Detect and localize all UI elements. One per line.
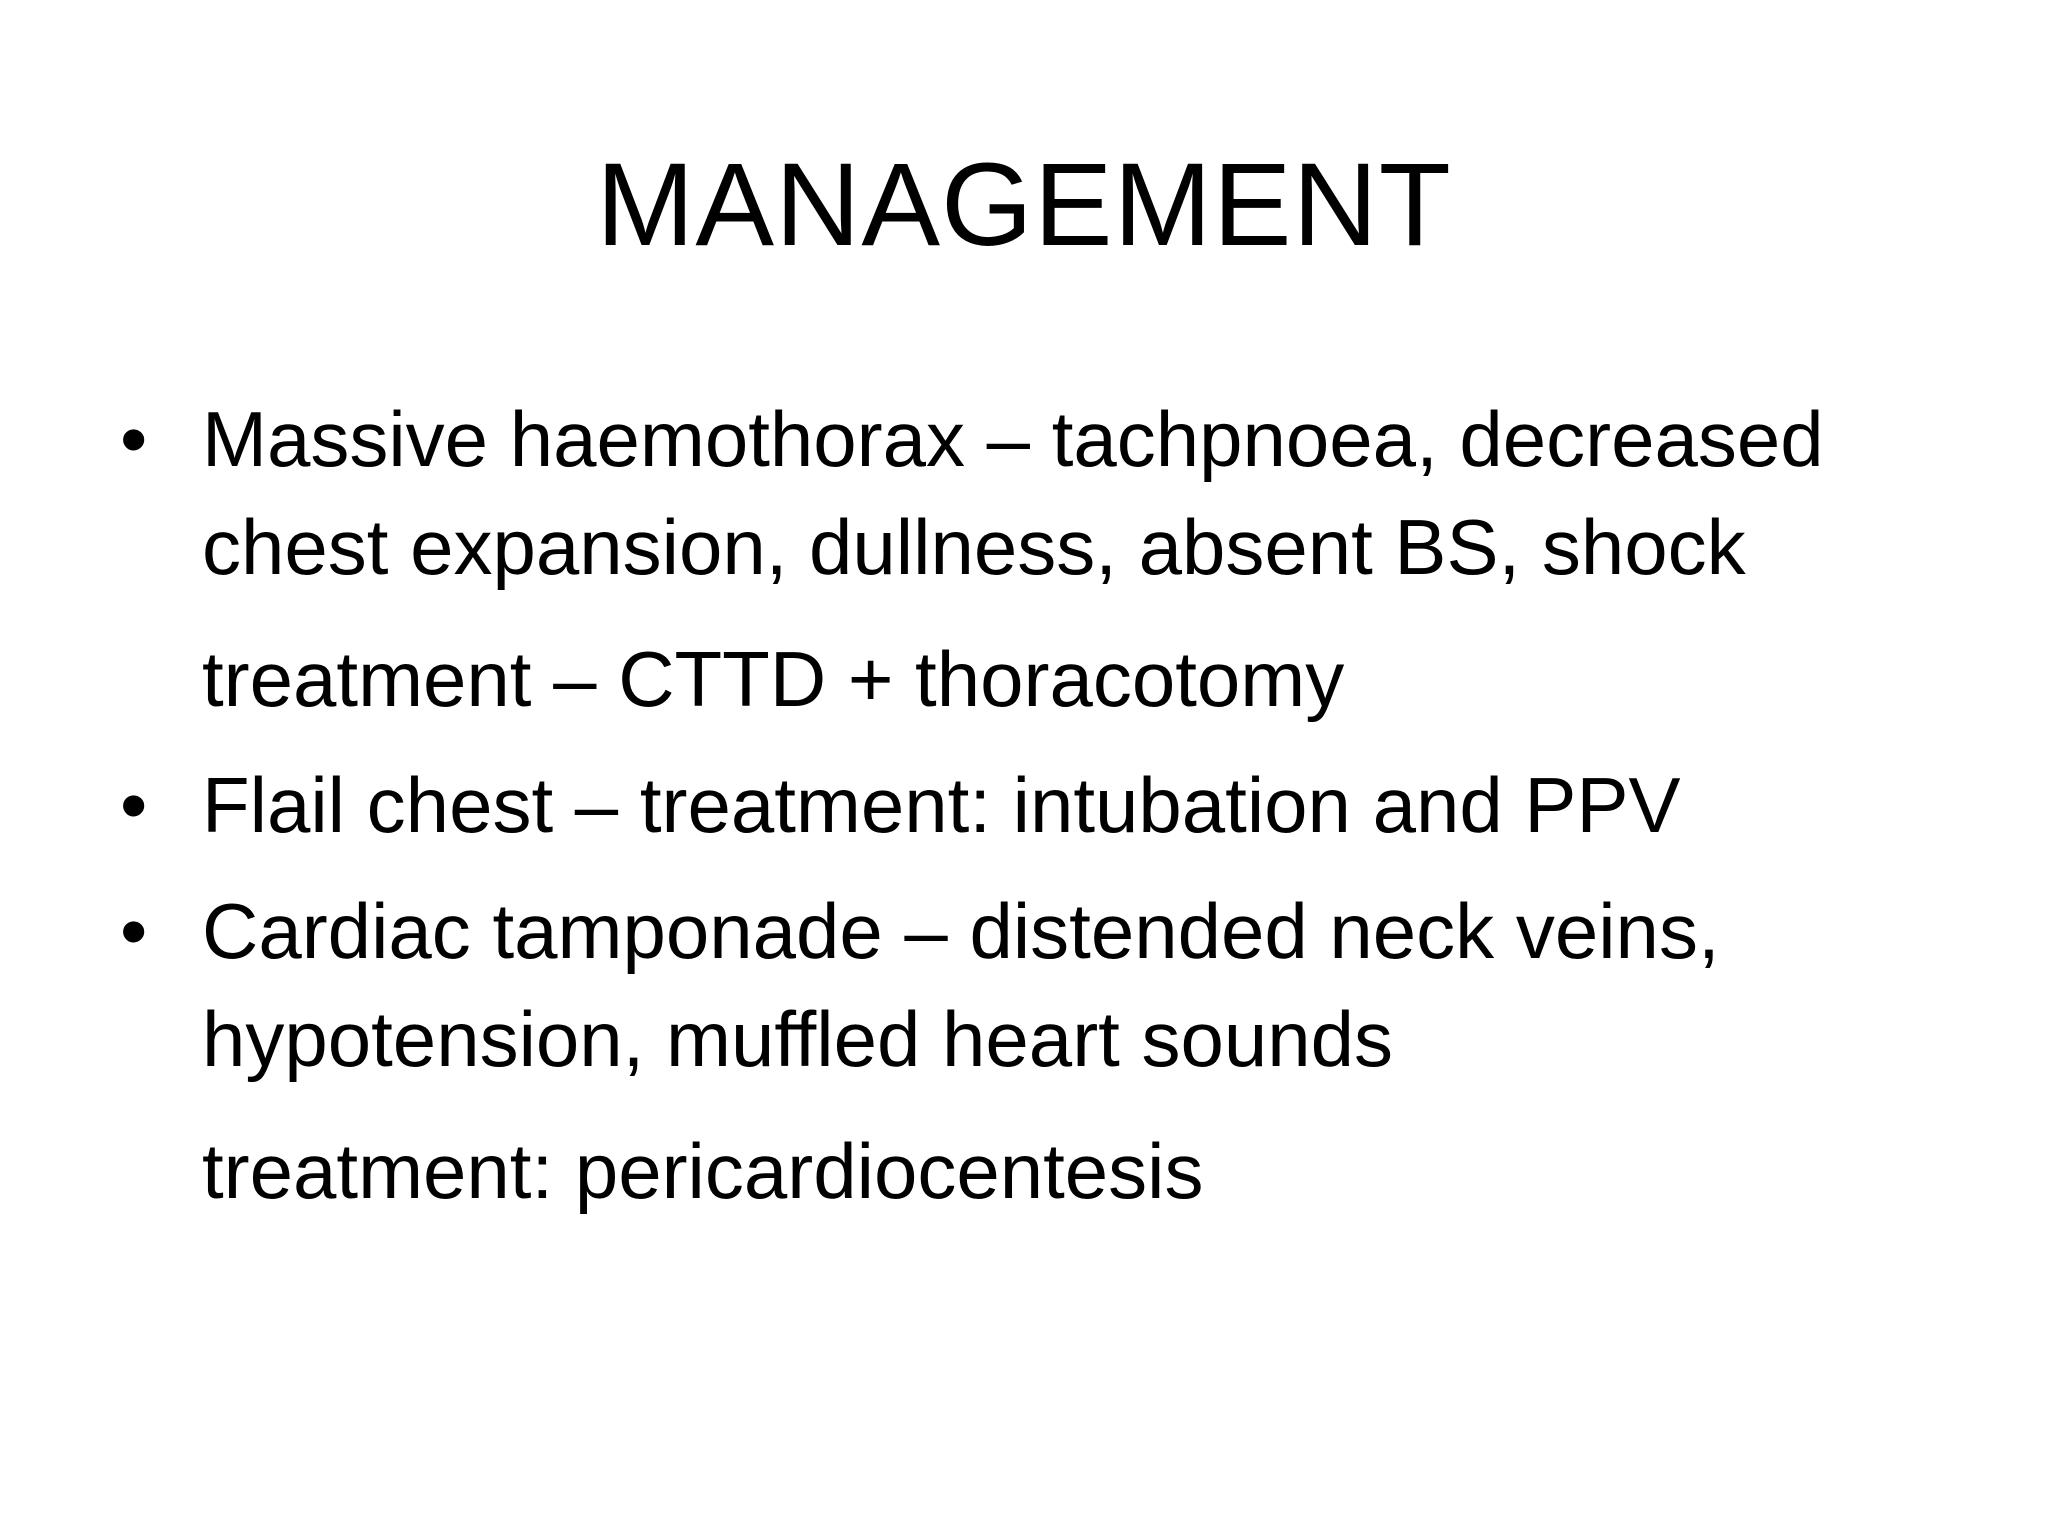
bullet-text: Cardiac tamponade – distended neck veins, hypotension, muffled heart sounds bbox=[202, 887, 1720, 1083]
bullet-text: Flail chest – treatment: intubation and PPV bbox=[202, 761, 1681, 849]
bullet-text: Massive haemothorax – tachpnoea, decreased chest expansion, dullness, absent BS, shock bbox=[202, 395, 1824, 591]
bullet-list bbox=[120, 385, 1980, 1225]
treatment-line: treatment: pericardiocentesis bbox=[202, 1127, 1204, 1215]
treatment-line: treatment – CTTD + thoracotomy bbox=[202, 635, 1345, 723]
slide-title: MANAGEMENT bbox=[596, 139, 1452, 271]
bullet-item-flail-chest bbox=[120, 751, 1980, 859]
bullet-point-icon: • bbox=[120, 395, 148, 483]
bullet-item-cardiac-tamponade bbox=[120, 877, 1980, 1225]
bullet-point-icon: • bbox=[120, 761, 148, 849]
bullet-item-massive-haemothorax bbox=[120, 385, 1980, 733]
bullet-point-icon: • bbox=[120, 887, 148, 975]
